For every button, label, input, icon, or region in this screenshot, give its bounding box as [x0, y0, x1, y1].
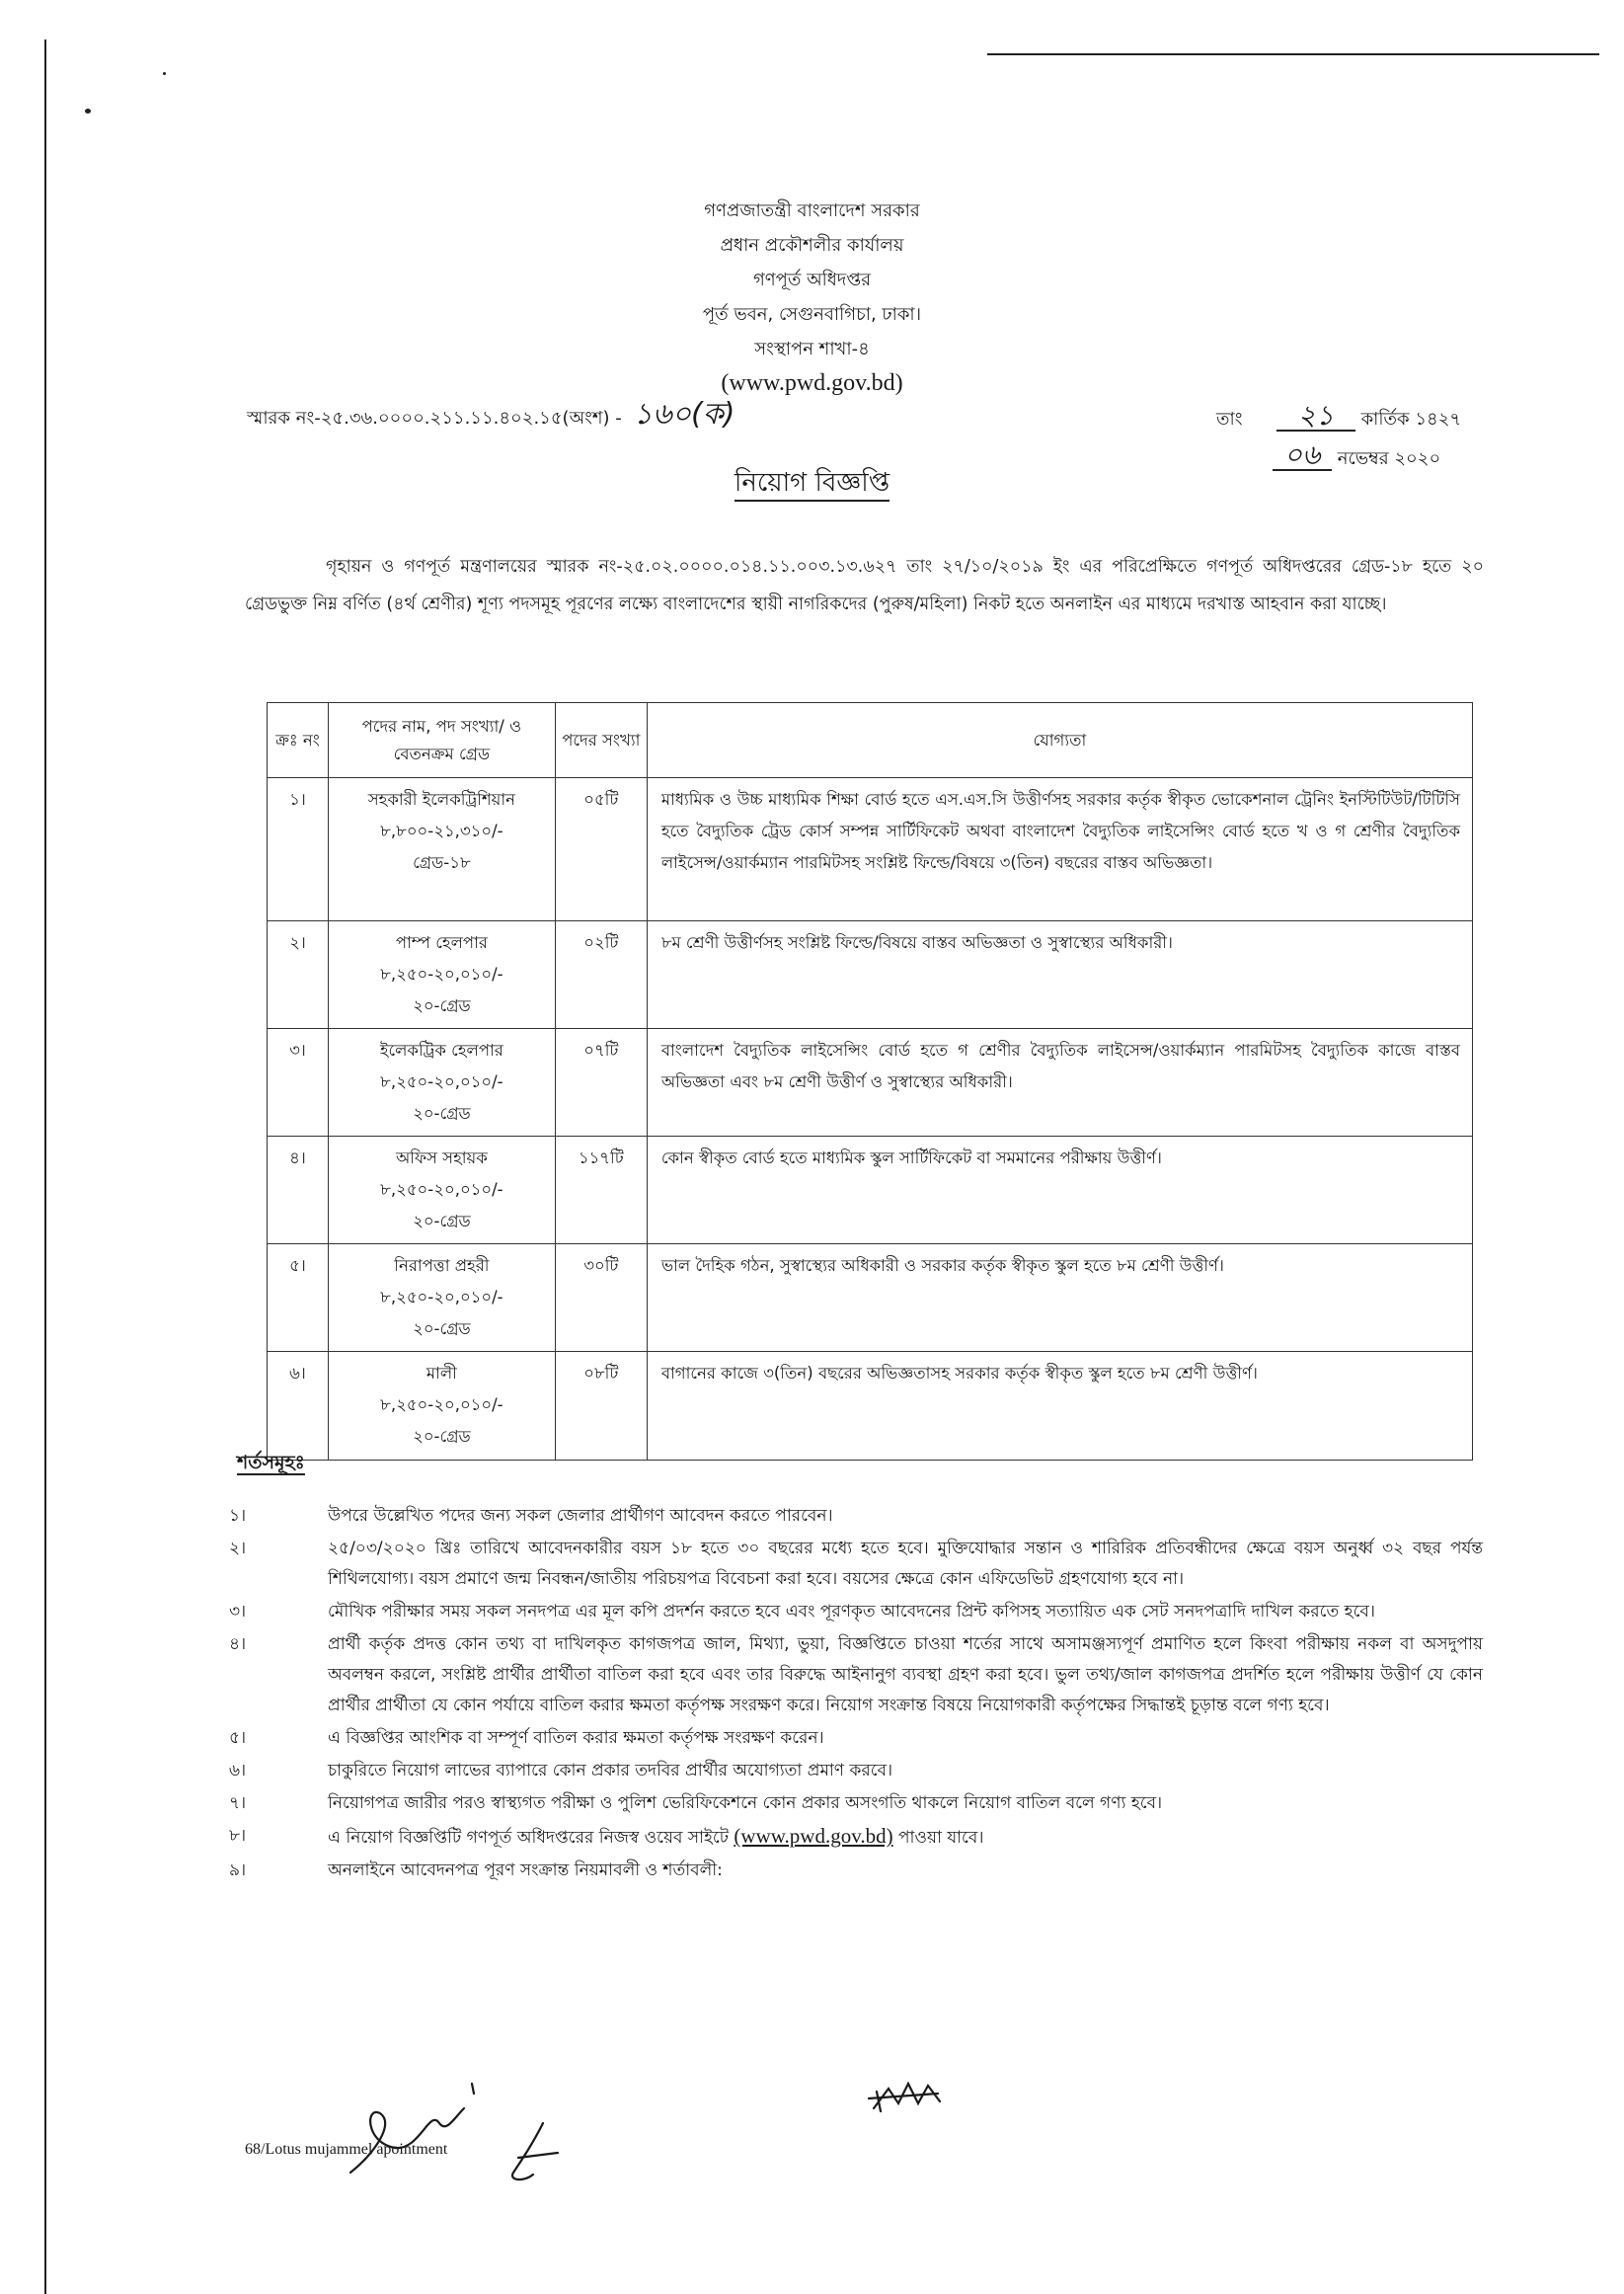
condition-text: চাকুরিতে নিয়োগ লাভের ব্যাপারে কোন প্রকার তদবির প্রার্থীর অযোগ্যতা প্রমাণ করবে। — [328, 1761, 893, 1780]
header-count: পদের সংখ্যা — [555, 703, 647, 778]
signature-two — [512, 2123, 558, 2179]
condition-number: ৯। — [229, 1860, 247, 1880]
footer-note: 68/Lotus mujammel apointment — [245, 2141, 448, 2158]
header-serial: ক্রঃ নং — [268, 703, 329, 778]
post-scale: ৮,২৫০-২০,০১০/- — [380, 1072, 503, 1091]
row-count: ০৮টি — [555, 1352, 647, 1461]
condition-item — [229, 1501, 1483, 1532]
row-count: ০৭টি — [555, 1029, 647, 1137]
condition-text: অনলাইনে আবেদনপত্র পূরণ সংক্রান্ত নিয়মাবলী ও শর্তাবলী: — [328, 1860, 723, 1880]
letterhead-line-department: গণপূর্ত অধিদপ্তর — [752, 270, 872, 290]
condition-number: ৮। — [229, 1826, 247, 1846]
row-qualification: মাধ্যমিক ও উচ্চ মাধ্যমিক শিক্ষা বোর্ড হতে এস.এস.সি উত্তীর্ণসহ সরকার কর্তৃক স্বীকৃত ভোকেশনাল ট্রেনিং ইনস্টিটিউট/টিটিসি হতে বৈদ্যুতিক ট্রেড কোর্স সম্পন্ন সার্টিফিকেট অথবা বাংলাদেশ বৈদ্যুতিক লাইসেন্সিং বোর্ড হতে খ ও গ শ্রেণীর বৈদ্যুতিক লাইসেন্স/ওয়ার্কম্যান পারমিটসহ সংশ্লিষ্ট ফিল্ডে/বিষয়ে ৩(তিন) বছরের বাস্তব অভিজ্ঞতা। — [647, 778, 1472, 921]
memo-number-text: স্মারক নং-২৫.৩৬.০০০০.২১১.১১.৪০২.১৫(অংশ) - — [247, 408, 622, 429]
conditions-list — [229, 1501, 1483, 1888]
signatures — [336, 2064, 1027, 2182]
post-name: নিরাপত্তা প্রহরী — [394, 1256, 490, 1275]
condition-item — [229, 1597, 1483, 1627]
row-post — [328, 921, 555, 1029]
post-name: অফিস সহায়ক — [395, 1148, 488, 1167]
row-count: ১১৭টি — [555, 1137, 647, 1244]
row-qualification: ভাল দৈহিক গঠন, সুস্বাস্থ্যের অধিকারী ও সরকার কর্তৃক স্বীকৃত স্কুল হতে ৮ম শ্রেণী উত্তীর্ণ। — [647, 1244, 1472, 1352]
intro-paragraph: গৃহায়ন ও গণপূর্ত মন্ত্রণালয়ের স্মারক নং-২৫.০২.০০০০.০১৪.১১.০০৩.১৩.৬২৭ তাং ২৭/১০/২০১৯ ইং এর পরিপ্রেক্ষিতে গণপূর্ত অধিদপ্তরের গ্রেড-১৮ হতে ২০ গ্রেডভুক্ত নিম্ন বর্ণিত (৪র্থ শ্রেণীর) শূণ্য পদসমূহ পূরণের লক্ষ্যে বাংলাদেশের স্থায়ী নাগরিকদের (পুরুষ/মহিলা) নিকট হতে অনলাইন এর মাধ্যমে দরখাস্ত আহবান করা যাচ্ছে। — [245, 557, 1484, 614]
scan-speck — [85, 109, 91, 114]
letterhead-line-office: প্রধান প্রকৌশলীর কার্যালয় — [720, 235, 904, 256]
letterhead-line-government: গণপ্রজাতন্ত্রী বাংলাদেশ সরকার — [704, 200, 920, 221]
condition-item — [229, 1856, 1483, 1886]
condition-item — [229, 1534, 1483, 1595]
post-scale: ৮,২৫০-২০,০১০/- — [380, 965, 503, 984]
post-name: সহকারী ইলেকট্রিশিয়ান — [367, 790, 516, 809]
post-name: পাম্প হেলপার — [395, 933, 488, 952]
post-scale: ৮,২৫০-২০,০১০/- — [380, 1395, 503, 1414]
post-grade: ২০-গ্রেড — [413, 1319, 471, 1338]
post-grade: ২০-গ্রেড — [413, 1212, 471, 1230]
row-count: ০২টি — [555, 921, 647, 1029]
condition-item — [229, 1629, 1483, 1721]
date-label: তাং — [1216, 409, 1243, 430]
notice-title — [0, 462, 1624, 506]
condition-text: প্রার্থী কর্তৃক প্রদত্ত কোন তথ্য বা দাখিলকৃত কাগজপত্র জাল, মিথ্যা, ভুয়া, বিজ্ঞপ্তিতে চাওয়া শর্তের সাথে অসামঞ্জস্যপূর্ণ প্রমাণিত হলে কিংবা পরীক্ষায় নকল বা অসদুপায় অবলম্বন করলে, সংশ্লিষ্ট প্রার্থীর প্রার্থীতা বাতিল করা হবে এবং তার বিরুদ্ধে আইনানুগ ব্যবস্থা গ্রহণ করা হবে। ভুল তথ্য/জাল কাগজপত্র প্রদর্শিত হলে পরীক্ষায় উত্তীর্ণ যে কোন প্রার্থীর প্রার্থীতা যে কোন পর্যায়ে বাতিল করার ক্ষমতা কর্তৃপক্ষ সংরক্ষণ করে। নিয়োগ সংক্রান্ত বিষয়ে নিয়োগকারী কর্তৃপক্ষের সিদ্ধান্তই চূড়ান্ত বলে গণ্য হবে। — [328, 1634, 1483, 1715]
letterhead-line-section: সংস্থাপন শাখা-৪ — [754, 339, 870, 359]
row-count: ০৫টি — [555, 778, 647, 921]
memo-number — [247, 390, 735, 440]
condition-number: ২। — [229, 1539, 247, 1558]
letterhead — [0, 194, 1624, 401]
top-margin-rule — [987, 53, 1599, 55]
condition-text: মৌখিক পরীক্ষার সময় সকল সনদপত্র এর মূল কপি প্রদর্শন করতে হবে এবং পূরণকৃত আবেদনের প্রিন্ট কপিসহ সত্যায়িত এক সেট সনদপত্রাদি দাখিল করতে হবে। — [328, 1602, 1375, 1622]
row-post — [328, 1244, 555, 1352]
letterhead-website: (www.pwd.gov.bd) — [721, 370, 903, 396]
post-scale: ৮,২৫০-২০,০১০/- — [380, 1288, 503, 1306]
header-qualification: যোগ্যতা — [647, 703, 1472, 778]
post-scale: ৮,২৫০-২০,০১০/- — [380, 1180, 503, 1199]
row-serial: ২। — [268, 921, 329, 1029]
row-serial: ৪। — [268, 1137, 329, 1244]
post-grade: ২০-গ্রেড — [413, 1427, 471, 1446]
condition-number: ৩। — [229, 1602, 247, 1622]
row-post — [328, 778, 555, 921]
scan-speck — [163, 72, 166, 75]
condition-text: ২৫/০৩/২০২০ খ্রিঃ তারিখে আবেদনকারীর বয়স ১৮ হতে ৩০ বছরের মধ্যে হতে হবে। মুক্তিযোদ্ধার সন্তান ও শারিরিক প্রতিবন্ধীদের ক্ষেত্রে বয়স অনুর্ধ্ব ৩২ বছর পর্যন্ত শিথিলযোগ্য। বয়স প্রমাণে জন্ম নিবন্ধন/জাতীয় পরিচয়পত্র বিবেচনা করা হবে। বয়সের ক্ষেত্রে কোন এফিডেভিট গ্রহণযোগ্য হবে না। — [328, 1539, 1483, 1589]
condition-number: ৫। — [229, 1728, 247, 1748]
signature-three — [869, 2084, 940, 2111]
post-scale: ৮,৮০০-২১,৩১০/- — [380, 822, 503, 840]
date-english-day: ০৬ — [1273, 441, 1332, 471]
condition-item — [229, 1788, 1483, 1819]
post-grade: গ্রেড-১৮ — [413, 853, 471, 872]
condition-number: ৬। — [229, 1761, 247, 1780]
notice-title-text: নিয়োগ বিজ্ঞপ্তি — [735, 468, 889, 502]
date-row-bengali — [1216, 400, 1461, 439]
row-serial: ১। — [268, 778, 329, 921]
table-row — [268, 778, 1473, 921]
condition-item — [229, 1723, 1483, 1754]
condition-text: উপরে উল্লেখিত পদের জন্য সকল জেলার প্রার্থীগণ আবেদন করতে পারবেন। — [328, 1506, 833, 1526]
post-grade: ২০-গ্রেড — [413, 996, 471, 1015]
row-count: ৩০টি — [555, 1244, 647, 1352]
memo-handwritten-number: ১৬০(ক) — [633, 397, 735, 432]
date-bengali-day: ২১ — [1276, 402, 1355, 432]
date-english-month-year: নভেম্বর ২০২০ — [1337, 448, 1441, 469]
conditions-title — [237, 1449, 305, 1480]
date-bengali-month-year: কার্তিক ১৪২৭ — [1360, 409, 1462, 430]
row-qualification: কোন স্বীকৃত বোর্ড হতে মাধ্যমিক স্কুল সার্টিফিকেট বা সমমানের পরীক্ষায় উত্তীর্ণ। — [647, 1137, 1472, 1244]
condition-text: নিয়োগপত্র জারীর পরও স্বাস্থ্যগত পরীক্ষা ও পুলিশ ভেরিফিকেশনে কোন প্রকার অসংগতি থাকলে নিয়োগ বাতিল বলে গণ্য হবে। — [328, 1793, 1163, 1813]
table-row — [268, 921, 1473, 1029]
header-post: পদের নাম, পদ সংখ্যা/ ও বেতনক্রম গ্রেড — [328, 703, 555, 778]
row-qualification: বাংলাদেশ বৈদ্যুতিক লাইসেন্সিং বোর্ড হতে গ শ্রেণীর বৈদ্যুতিক লাইসেন্স/ওয়ার্কম্যান পারমিটসহ বৈদ্যুতিক কাজে বাস্তব অভিজ্ঞতা এবং ৮ম শ্রেণী উত্তীর্ণ ও সুস্বাস্থ্যের অধিকারী। — [647, 1029, 1472, 1137]
signature-one — [350, 2084, 474, 2173]
table-row — [268, 1029, 1473, 1137]
condition-text: এ বিজ্ঞপ্তির আংশিক বা সম্পূর্ণ বাতিল করার ক্ষমতা কর্তৃপক্ষ সংরক্ষণ করেন। — [328, 1728, 824, 1748]
condition-item — [229, 1821, 1483, 1854]
table-row — [268, 1244, 1473, 1352]
vacancy-table — [267, 702, 1473, 1461]
row-serial: ৫। — [268, 1244, 329, 1352]
table-row — [268, 1137, 1473, 1244]
row-post — [328, 1029, 555, 1137]
row-qualification: বাগানের কাজে ৩(তিন) বছরের অভিজ্ঞতাসহ সরকার কর্তৃক স্বীকৃত স্কুল হতে ৮ম শ্রেণী উত্তীর্ণ। — [647, 1352, 1472, 1461]
table-row — [268, 1352, 1473, 1461]
condition-text-before-link: এ নিয়োগ বিজ্ঞপ্তিটি গণপূর্ত অধিদপ্তরের নিজস্ব ওয়েব সাইটে — [328, 1828, 729, 1848]
condition-item — [229, 1756, 1483, 1786]
row-serial: ৬। — [268, 1352, 329, 1461]
condition-number: ১। — [229, 1506, 247, 1526]
condition-number: ৭। — [229, 1793, 247, 1813]
post-grade: ২০-গ্রেড — [413, 1104, 471, 1123]
table-header-row — [268, 703, 1473, 778]
conditions-title-text: শর্তসমূহঃ — [237, 1452, 305, 1473]
row-post — [328, 1137, 555, 1244]
website-link[interactable]: (www.pwd.gov.bd) — [734, 1824, 893, 1848]
post-name: মালী — [425, 1364, 457, 1383]
row-post — [328, 1352, 555, 1461]
post-name: ইলেকট্রিক হেলপার — [379, 1041, 503, 1060]
condition-text-after-link: পাওয়া যাবে। — [897, 1828, 984, 1848]
row-qualification: ৮ম শ্রেণী উত্তীর্ণসহ সংশ্লিষ্ট ফিল্ডে/বিষয়ে বাস্তব অভিজ্ঞতা ও সুস্বাস্থ্যের অধিকারী। — [647, 921, 1472, 1029]
letterhead-line-address: পূর্ত ভবন, সেগুনবাগিচা, ঢাকা। — [702, 304, 922, 325]
condition-number: ৪। — [229, 1634, 247, 1654]
row-serial: ৩। — [268, 1029, 329, 1137]
